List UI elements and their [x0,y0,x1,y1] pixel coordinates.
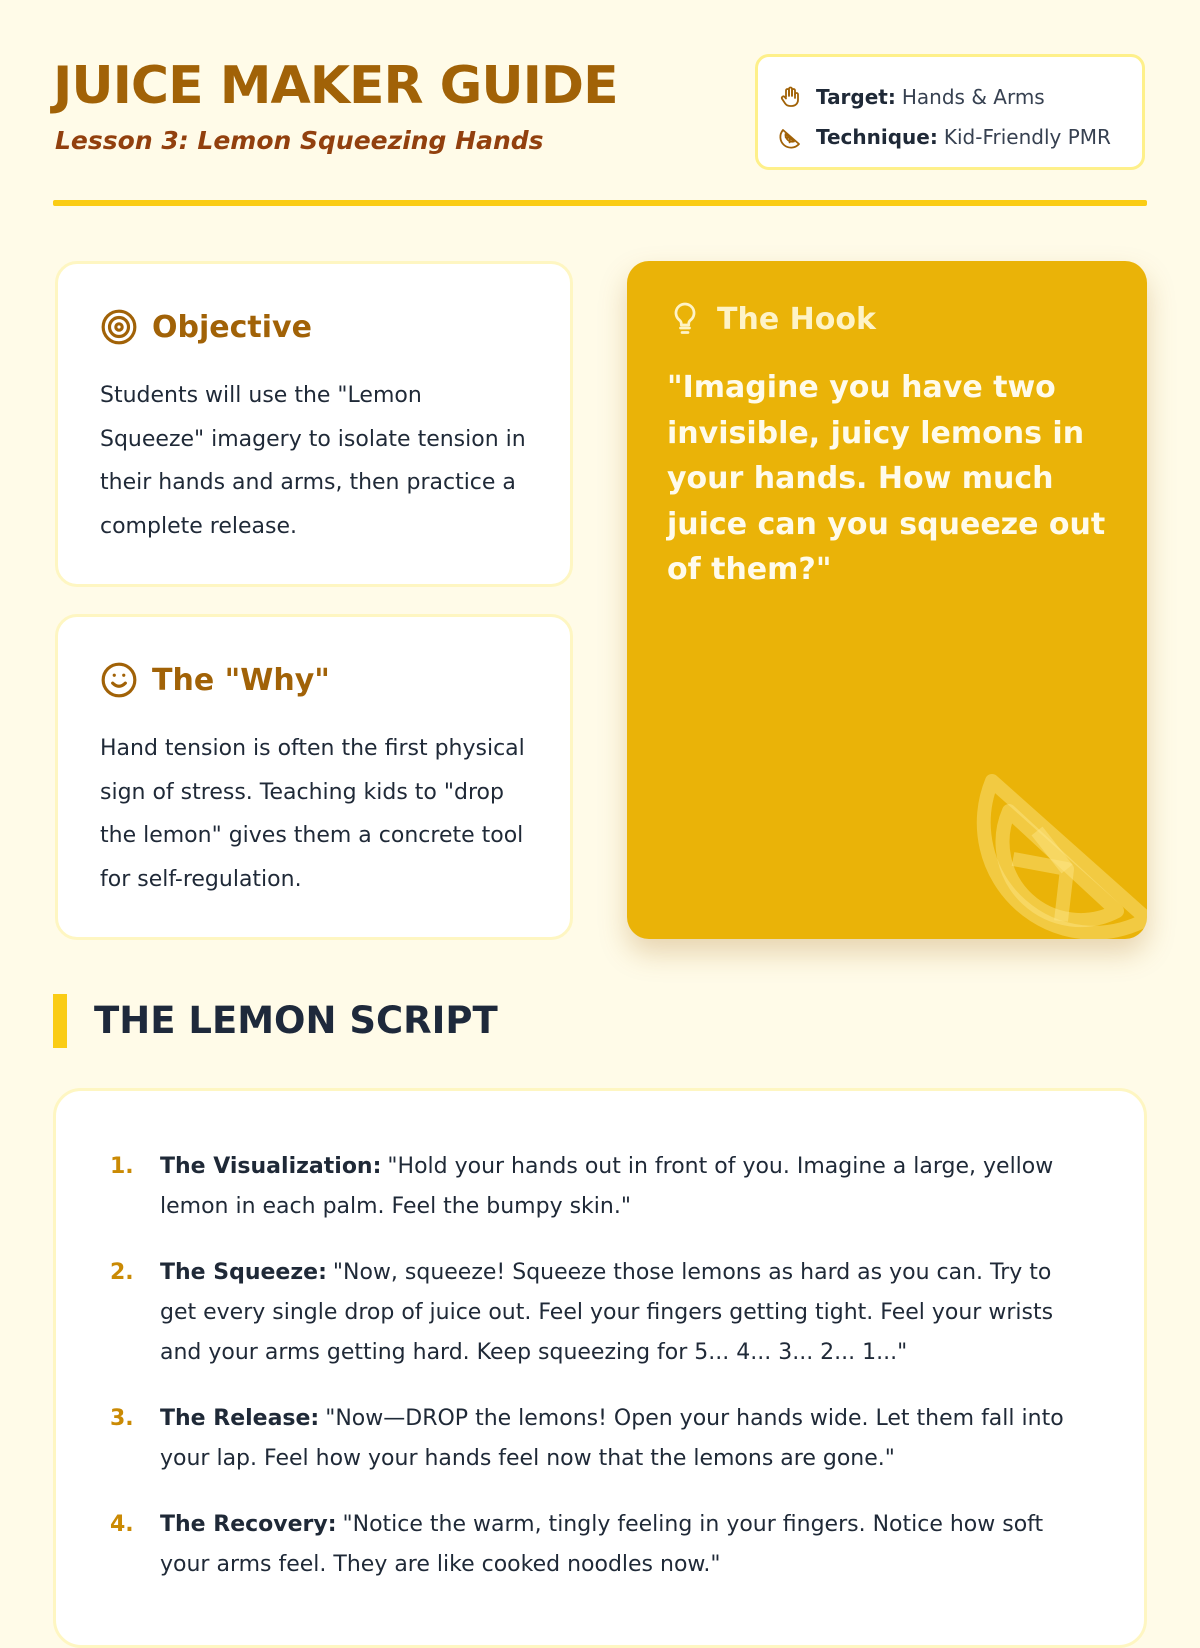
page-title: JUICE MAKER GUIDE [53,56,618,116]
hand-icon [778,85,802,109]
hook-header [667,301,876,337]
why-text: Hand tension is often the first physical sign of stress. Teaching kids to "drop the lemon" gives them a concrete tool for self-regulation. [100,736,525,892]
step-number: 1. [110,1154,134,1179]
meta-technique-label: Technique: [816,125,938,149]
step-label: The Recovery: [160,1512,337,1537]
meta-target-value: Hands & Arms [901,85,1045,109]
step-text: "Now, squeeze! Squeeze those lemons as hard as you can. Try to get every single drop of juice out. Feel your fingers getting tight. Feel your wrists and your arms getting hard. Keep squeezing for 5... 4... 3... 2... 1..." [160,1260,1054,1365]
hook-card [627,261,1147,939]
objective-heading: Objective [152,309,312,345]
step-number: 3. [110,1406,134,1431]
step-body [160,1253,1088,1373]
meta-target-row [778,77,1122,117]
lesson-subtitle: Lesson 3: Lemon Squeezing Hands [55,126,544,155]
section-accent-bar [53,994,67,1048]
objective-card [55,261,573,587]
why-card [55,614,573,940]
hook-heading: The Hook [717,301,876,337]
objective-text: Students will use the "Lemon Squeeze" imagery to isolate tension in their hands and arms, then practice a complete release. [100,383,526,539]
header-divider [53,200,1147,206]
step-body [160,1399,1088,1479]
lightbulb-icon [667,301,703,337]
step-label: The Visualization: [160,1154,382,1179]
step-number: 4. [110,1512,134,1537]
lemon-icon [778,125,802,149]
script-steps-list [110,1147,1088,1611]
step-label: The Release: [160,1406,320,1431]
step-text: "Now—DROP the lemons! Open your hands wide. Let them fall into your lap. Feel how your hands feel now that the lemons are gone." [160,1406,1064,1471]
meta-target-label: Target: [816,85,896,109]
lemon-slice-watermark-icon [957,751,1147,939]
script-section-title: THE LEMON SCRIPT [94,999,498,1042]
step-label: The Squeeze: [160,1260,327,1285]
step-number: 2. [110,1260,134,1285]
step-body [160,1505,1088,1585]
smile-icon [100,661,138,699]
target-icon [100,308,138,346]
script-step [110,1399,1088,1479]
step-text: "Notice the warm, tingly feeling in your fingers. Notice how soft your arms feel. They are like cooked noodles now." [160,1512,1044,1577]
step-text: "Hold your hands out in front of you. Imagine a large, yellow lemon in each palm. Feel the bumpy skin." [160,1154,1054,1219]
script-step [110,1253,1088,1373]
lesson-meta-box [755,54,1145,170]
why-heading: The "Why" [152,662,330,698]
script-step [110,1505,1088,1585]
step-body [160,1147,1088,1227]
script-step [110,1147,1088,1227]
meta-technique-value: Kid-Friendly PMR [943,125,1111,149]
objective-header [100,308,312,346]
why-header [100,661,330,699]
hook-quote: "Imagine you have two invisible, juicy lemons in your hands. How much juice can you squeeze out of them?" [667,370,1106,587]
meta-technique-row [778,117,1122,157]
script-card [53,1088,1147,1648]
